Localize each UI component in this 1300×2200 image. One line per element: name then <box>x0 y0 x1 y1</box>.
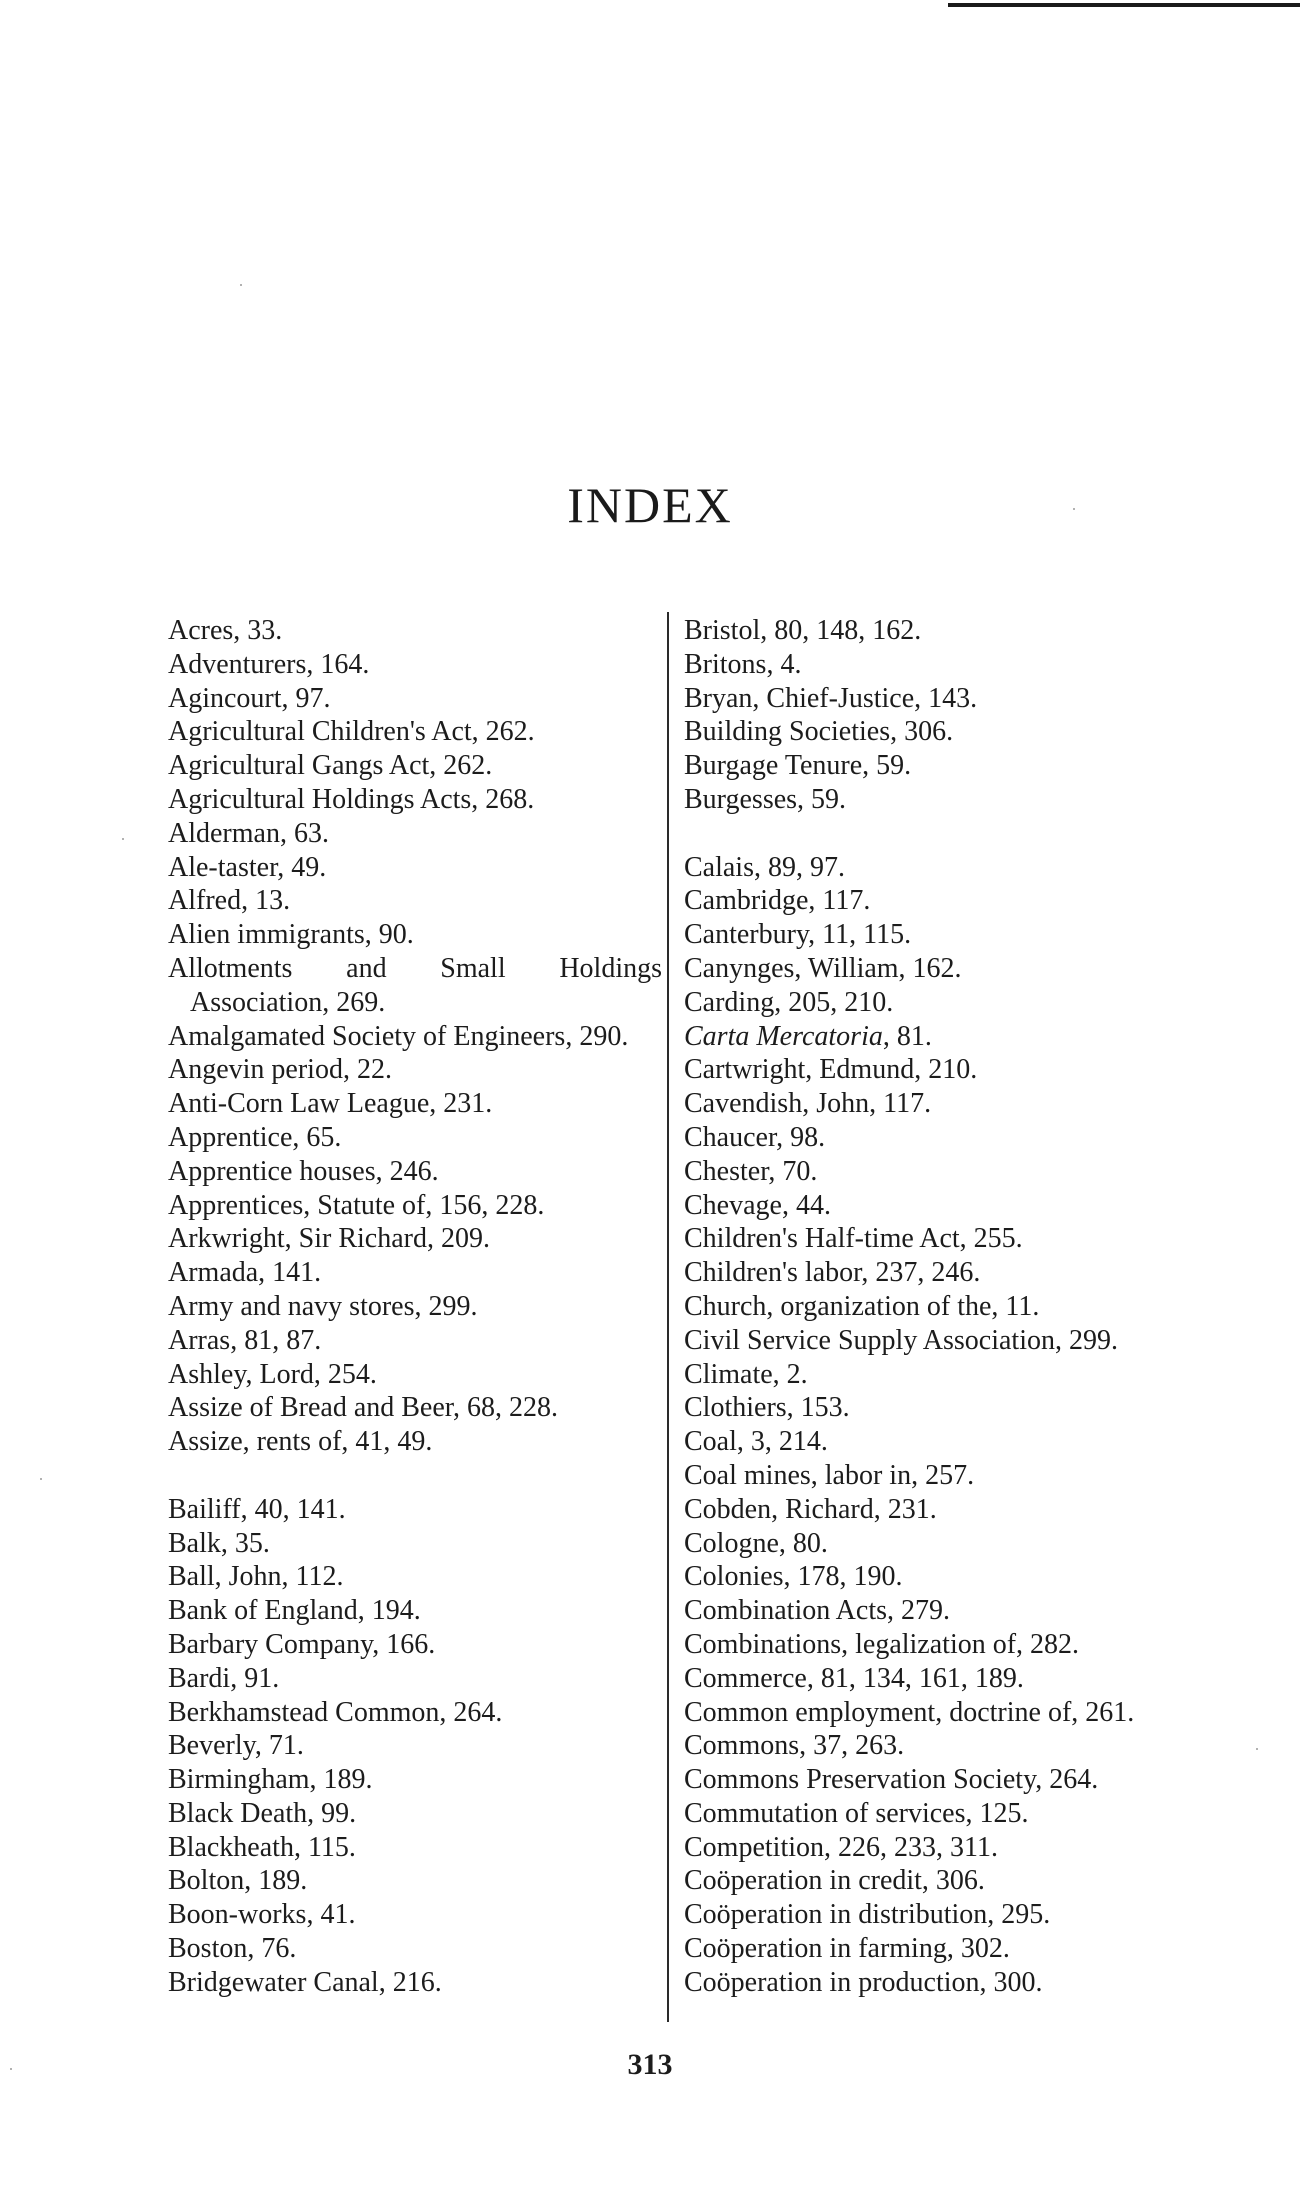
index-entry: Ashley, Lord, 254. <box>168 1358 377 1390</box>
index-entry: Bolton, 189. <box>168 1865 308 1897</box>
index-entry: Alfred, 13. <box>168 885 291 917</box>
index-column-left <box>167 614 662 2000</box>
index-entry: Combinations, legalization of, 282. <box>684 1628 1080 1660</box>
index-entry: Acres, 33. <box>168 615 283 646</box>
index-entry: Calais, 89, 97. <box>684 851 845 883</box>
page-number: 313 <box>627 2048 673 2081</box>
scan-speck <box>1073 508 1075 510</box>
top-rule <box>948 3 1300 7</box>
index-entry: Coöperation in farming, 302. <box>684 1933 1010 1965</box>
index-entry-pages: , 81. <box>882 1020 932 1052</box>
index-entry: Commons Preservation Society, 264. <box>684 1764 1099 1796</box>
index-entry: Carding, 205, 210. <box>684 986 894 1018</box>
index-entry: Adventurers, 164. <box>168 648 370 680</box>
scan-speck <box>40 1478 42 1480</box>
letter-group-spacer <box>167 1459 662 1493</box>
index-entry-italic: Carta Mercatoria <box>684 1020 883 1052</box>
index-entry: Agricultural Gangs Act, 262. <box>168 750 493 782</box>
index-entry: Boston, 76. <box>168 1933 297 1965</box>
index-entry: Cartwright, Edmund, 210. <box>684 1054 978 1086</box>
index-entry: Bardi, 91. <box>168 1662 280 1694</box>
index-entry: Britons, 4. <box>684 648 802 680</box>
index-entry: Coöperation in distribution, 295. <box>684 1899 1051 1931</box>
index-entry: Coal, 3, 214. <box>684 1426 828 1458</box>
index-entry: Bridgewater Canal, 216. <box>168 1966 442 1998</box>
index-entry: Building Societies, 306. <box>684 716 954 748</box>
index-entry: Children's Half-time Act, 255. <box>684 1223 1023 1255</box>
index-entry: Combination Acts, 279. <box>684 1595 950 1627</box>
index-entry: Apprentice, 65. <box>168 1121 342 1153</box>
index-entry: Commutation of services, 125. <box>684 1797 1029 1829</box>
index-entry: Competition, 226, 233, 311. <box>684 1831 998 1863</box>
index-entry: Bristol, 80, 148, 162. <box>684 615 922 646</box>
index-entry <box>684 1020 1180 1054</box>
index-entry: Balk, 35. <box>168 1527 270 1559</box>
index-entry: Berkhamstead Common, 264. <box>168 1696 503 1728</box>
index-entry: Bank of England, 194. <box>168 1595 421 1627</box>
index-entry: Common employment, doctrine of, 261. <box>684 1696 1135 1728</box>
index-entry: Clothiers, 153. <box>684 1392 850 1424</box>
index-column-right <box>684 614 1180 2000</box>
index-entry: Chaucer, 98. <box>684 1121 826 1153</box>
index-entry: Climate, 2. <box>684 1358 808 1390</box>
index-entry: Coöperation in production, 300. <box>684 1966 1043 1998</box>
index-entry: Canynges, William, 162. <box>684 952 962 984</box>
index-entry: Blackheath, 115. <box>168 1831 356 1863</box>
index-entry: Canterbury, 11, 115. <box>684 919 912 951</box>
index-entry: Bailiff, 40, 141. <box>168 1493 346 1525</box>
column-divider <box>667 612 669 2022</box>
index-entry: Birmingham, 189. <box>168 1764 373 1796</box>
index-entry: Anti-Corn Law League, 231. <box>168 1088 493 1120</box>
index-entry: Army and navy stores, 299. <box>168 1290 478 1322</box>
index-entry: Apprentices, Statute of, 156, 228. <box>168 1189 545 1221</box>
scan-speck <box>10 2068 12 2070</box>
index-entry: Ale-taster, 49. <box>168 851 327 883</box>
scan-speck <box>1256 1748 1258 1750</box>
index-entry: Coal mines, labor in, 257. <box>684 1459 975 1491</box>
index-entry: Children's labor, 237, 246. <box>684 1257 981 1289</box>
index-entry: Commons, 37, 263. <box>684 1730 905 1762</box>
index-entry: Barbary Company, 166. <box>168 1628 436 1660</box>
page-title: INDEX <box>567 477 733 533</box>
index-entry: Assize, rents of, 41, 49. <box>168 1426 433 1458</box>
index-entry: Civil Service Supply Association, 299. <box>684 1324 1118 1356</box>
index-entry: Alderman, 63. <box>168 817 329 849</box>
index-entry: Black Death, 99. <box>168 1797 357 1829</box>
letter-group-spacer <box>684 817 1180 851</box>
scan-speck <box>122 838 124 840</box>
index-entry: Apprentice houses, 246. <box>168 1155 439 1187</box>
index-entry: Allotments and Small Holdings Association, 269. <box>168 952 662 1018</box>
index-entry: Ball, John, 112. <box>168 1561 344 1593</box>
index-entry: Assize of Bread and Beer, 68, 228. <box>168 1392 558 1424</box>
index-entry: Agricultural Children's Act, 262. <box>168 716 535 748</box>
index-entry: Commerce, 81, 134, 161, 189. <box>684 1662 1024 1694</box>
index-entry: Chester, 70. <box>684 1155 818 1187</box>
index-entry: Chevage, 44. <box>684 1189 831 1221</box>
index-entry: Burgage Tenure, 59. <box>684 750 912 782</box>
scan-speck <box>240 284 242 286</box>
index-entry: Boon-works, 41. <box>168 1899 356 1931</box>
index-entry: Angevin period, 22. <box>168 1054 392 1086</box>
index-entry: Cambridge, 117. <box>684 885 871 917</box>
index-entry: Agincourt, 97. <box>168 682 331 714</box>
index-entry: Colonies, 178, 190. <box>684 1561 903 1593</box>
index-entry: Arras, 81, 87. <box>168 1324 322 1356</box>
index-entry: Armada, 141. <box>168 1257 322 1289</box>
index-entry: Bryan, Chief-Justice, 143. <box>684 682 978 714</box>
index-entry: Coöperation in credit, 306. <box>684 1865 985 1897</box>
index-entry: Cobden, Richard, 231. <box>684 1493 937 1525</box>
index-entry: Agricultural Holdings Acts, 268. <box>168 783 535 815</box>
index-entry: Alien immigrants, 90. <box>168 919 414 951</box>
index-entry: Church, organization of the, 11. <box>684 1290 1040 1322</box>
index-entry: Cavendish, John, 117. <box>684 1088 932 1120</box>
index-entry: Beverly, 71. <box>168 1730 304 1762</box>
index-entry: Cologne, 80. <box>684 1527 828 1559</box>
index-entry: Burgesses, 59. <box>684 783 847 815</box>
index-entry: Arkwright, Sir Richard, 209. <box>168 1223 490 1255</box>
index-entry: Amalgamated Society of Engineers, 290. <box>168 1020 629 1052</box>
